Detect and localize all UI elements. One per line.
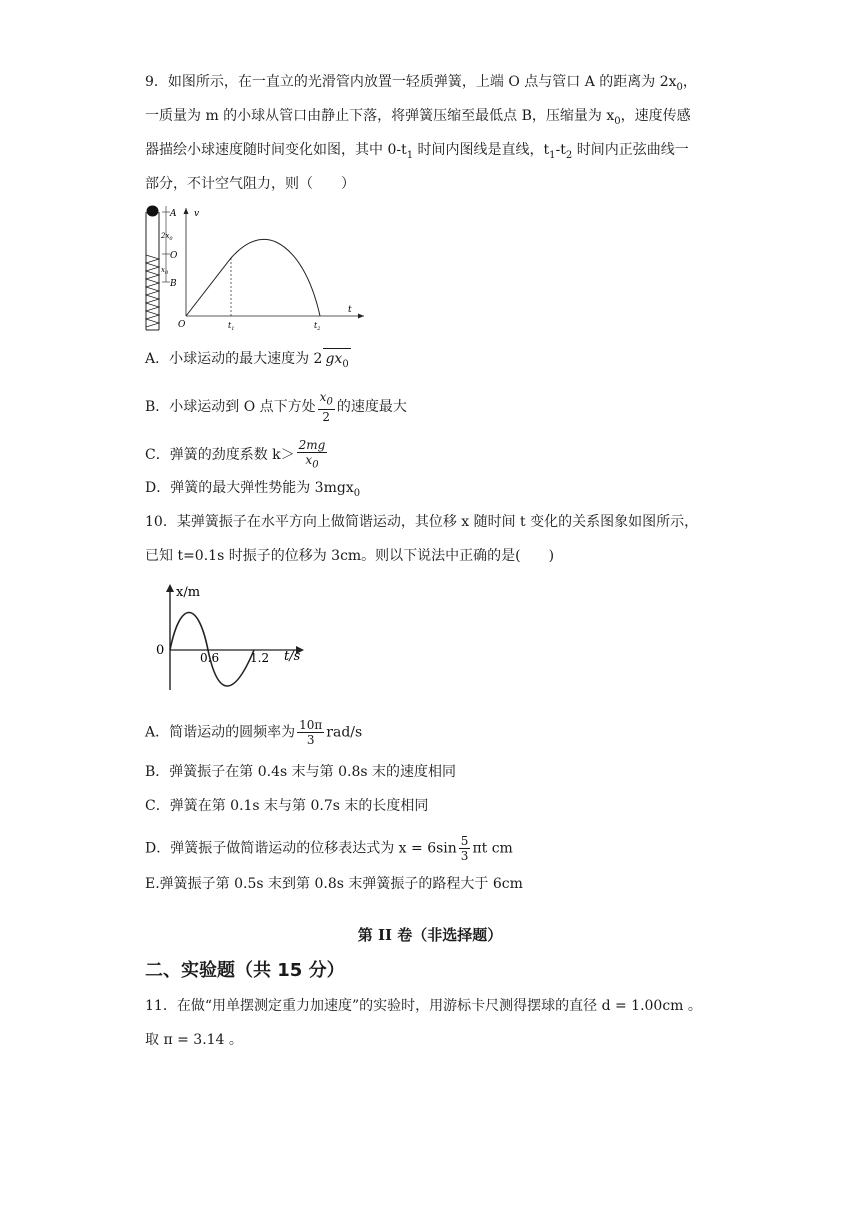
q9-option-a: A．小球运动的最大速度为 2 $gx_0$ <box>145 348 351 375</box>
q10-option-b: B．弹簧振子在第 0.4s 末与第 0.8s 末的速度相同 <box>145 764 456 780</box>
q10-option-c: C．弹簧在第 0.1s 末与第 0.7s 末的长度相同 <box>145 798 429 814</box>
section-heading: 二、实验题（共 15 分） <box>145 960 345 981</box>
velocity-curve <box>186 239 320 316</box>
q10-displacement-graph <box>150 580 310 694</box>
svg-text:x/m: x/m <box>176 585 201 600</box>
q10-line1: 10．某弹簧振子在水平方向上做简谐运动，其位移 x 随时间 t 变化的关系图象如图所示， <box>145 514 699 530</box>
q10-option-e: E.弹簧振子第 0.5s 末到第 0.8s 末弹簧振子的路程大于 6cm <box>145 876 523 892</box>
svg-text:0.6: 0.6 <box>200 651 220 665</box>
svg-text:A: A <box>170 209 177 219</box>
velocity-time-graph <box>178 208 364 332</box>
q9-option-b: B．小球运动到 O 点下方处 $\frac{x_0}{2}$ 的速度最大 <box>145 390 407 425</box>
svg-text:t: t <box>348 305 352 315</box>
spring-icon <box>146 255 159 327</box>
svg-text:t1: $t_1$ <box>228 321 235 332</box>
q9-option-d: D．弹簧的最大弹性势能为 3mgx$_0$ <box>145 480 361 499</box>
svg-text:0: 0 <box>156 643 165 658</box>
q9-line3: 器描绘小球速度随时间变化如图，其中 $0-t_1$ 时间内图线是直线，$t_1-t_2$ 时间内正弦曲线一 <box>145 142 689 161</box>
q9-line2: 一质量为 m 的小球从管口由静止下落，将弹簧压缩至最低点 B，压缩量为 $x_0$，速度传感 <box>145 108 691 127</box>
sine-curve <box>170 613 254 687</box>
q10-option-d: D．弹簧振子做简谐运动的位移表达式为 x = 6sin $\frac{5}{3}$ πt cm <box>145 834 513 863</box>
svg-text:O: O <box>178 320 186 330</box>
ball-icon <box>147 206 159 217</box>
q9-option-c: C．弹簧的劲度系数 k＞ $\frac{2mg}{x_0}$ <box>145 438 326 471</box>
svg-text:B: B <box>170 279 177 289</box>
svg-text:O: O <box>170 251 178 261</box>
tube-diagram <box>146 206 178 331</box>
q9-line1: 9．如图所示，在一直立的光滑管内放置一轻质弹簧，上端 O 点与管口 A 的距离为 $2x_0$， <box>145 74 697 93</box>
q9-line4: 部分，不计空气阻力，则（ ） <box>145 176 355 192</box>
svg-text:2x0: $2x_0$ <box>161 232 173 242</box>
q11-line1: 11．在做“用单摆测定重力加速度”的实验时，用游标卡尺测得摆球的直径 d = 1.00cm 。 <box>145 998 702 1014</box>
q10-line2: 已知 t=0.1s 时振子的位移为 3cm。则以下说法中正确的是( ) <box>145 548 555 564</box>
svg-text:v: v <box>194 209 200 219</box>
svg-text:t2: $t_2$ <box>314 321 321 332</box>
svg-text:t/s: t/s <box>284 649 301 664</box>
q10-option-a: A．简谐运动的圆频率为 $\frac{10\pi}{3}$ rad/s <box>145 718 363 747</box>
svg-text:1.2: 1.2 <box>250 651 270 665</box>
part2-title: 第 II 卷（非选择题） <box>357 926 503 944</box>
svg-text:x0: $x_0$ <box>161 266 169 276</box>
q11-line2: 取 π = 3.14 。 <box>145 1032 243 1048</box>
q9-figure <box>142 200 372 334</box>
